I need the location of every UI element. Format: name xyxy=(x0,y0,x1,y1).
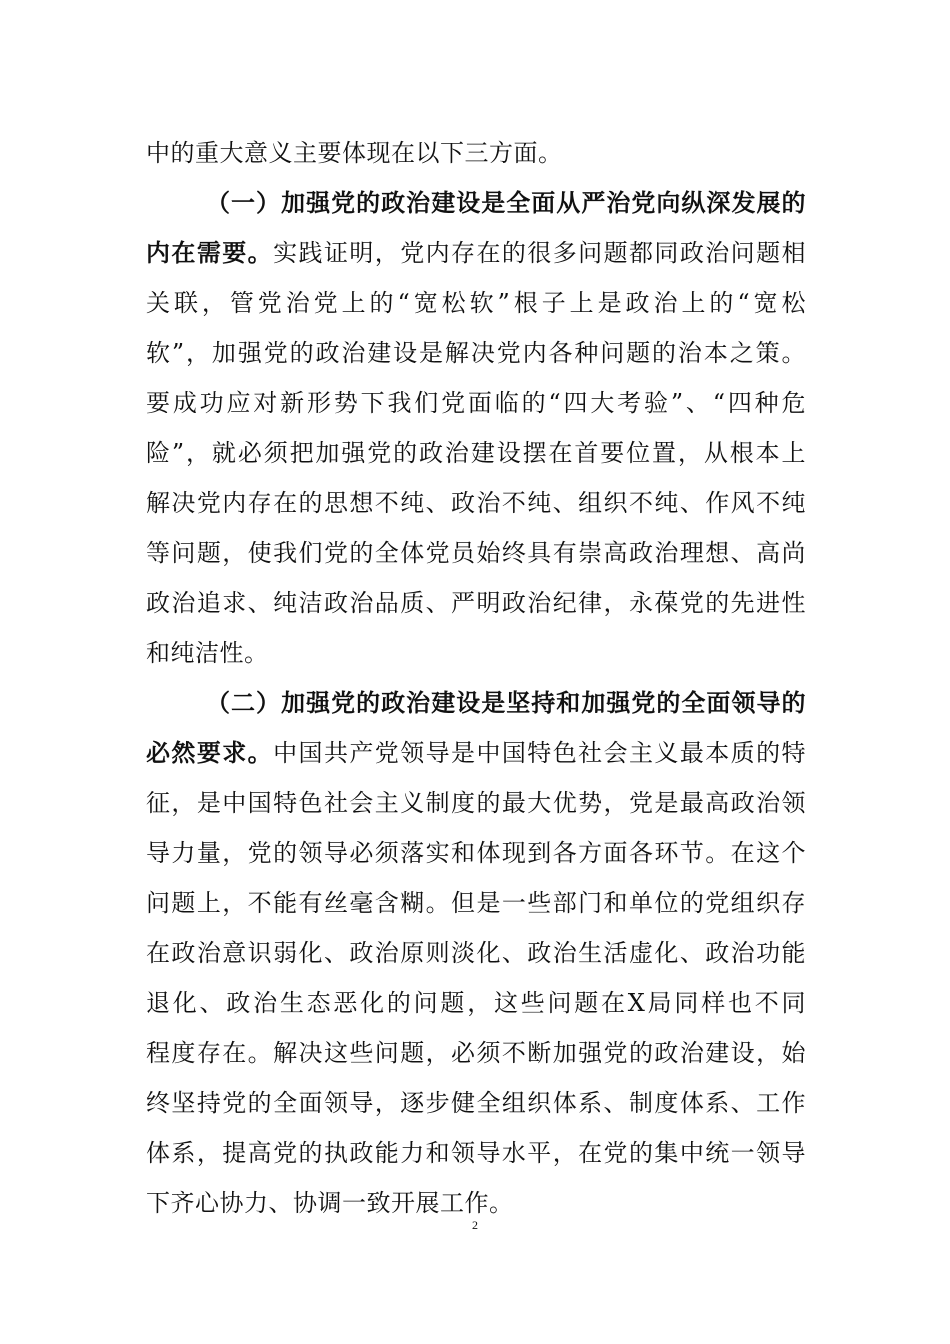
line-text: 退化、政治生态恶化的问题，这些问题在X局同样也不同 xyxy=(146,989,806,1017)
line-text: 和纯洁性。 xyxy=(146,639,269,667)
text-line xyxy=(146,478,806,528)
line-text: 软”，加强党的政治建设是解决党内各种问题的治本之策。 xyxy=(146,339,806,367)
text-line xyxy=(146,1128,806,1178)
line-text: 关联，管党治党上的“宽松软”根子上是政治上的“宽松 xyxy=(146,289,806,317)
text-line xyxy=(146,378,806,428)
text-line xyxy=(146,278,806,328)
bold-heading-text: （二）加强党的政治建设是坚持和加强党的全面领导的 xyxy=(206,688,806,717)
page-number: 2 xyxy=(472,1218,478,1232)
text-line xyxy=(146,328,806,378)
line-text: 实践证明，党内存在的很多问题都同政治问题相 xyxy=(273,239,807,267)
text-line xyxy=(146,628,806,678)
text-line xyxy=(146,228,806,278)
text-line xyxy=(146,678,806,728)
line-text: 征，是中国特色社会主义制度的最大优势，党是最高政治领 xyxy=(146,789,806,817)
line-text: 问题上，不能有丝毫含糊。但是一些部门和单位的党组织存 xyxy=(146,889,806,917)
line-text: 终坚持党的全面领导，逐步健全组织体系、制度体系、工作 xyxy=(146,1089,806,1117)
text-line xyxy=(146,528,806,578)
line-text: 中国共产党领导是中国特色社会主义最本质的特 xyxy=(273,739,807,767)
text-line xyxy=(146,178,806,228)
bold-heading-text: 必然要求。 xyxy=(146,738,274,767)
text-line xyxy=(146,928,806,978)
text-line xyxy=(146,1028,806,1078)
text-line xyxy=(146,1078,806,1128)
line-text: 等问题，使我们党的全体党员始终具有崇高政治理想、高尚 xyxy=(146,539,806,567)
bold-heading-text: 内在需要。 xyxy=(146,238,274,267)
line-text: 下齐心协力、协调一致开展工作。 xyxy=(146,1189,514,1217)
bold-heading-text: （一）加强党的政治建设是全面从严治党向纵深发展的 xyxy=(206,188,806,217)
text-line xyxy=(146,128,806,178)
text-line xyxy=(146,578,806,628)
line-text: 在政治意识弱化、政治原则淡化、政治生活虚化、政治功能 xyxy=(146,939,806,967)
line-text: 中的重大意义主要体现在以下三方面。 xyxy=(146,139,563,167)
line-text: 体系，提高党的执政能力和领导水平，在党的集中统一领导 xyxy=(146,1139,806,1167)
line-text: 险”，就必须把加强党的政治建设摆在首要位置，从根本上 xyxy=(146,439,806,467)
line-text: 解决党内存在的思想不纯、政治不纯、组织不纯、作风不纯 xyxy=(146,489,806,517)
line-text: 导力量，党的领导必须落实和体现到各方面各环节。在这个 xyxy=(146,839,806,867)
text-line xyxy=(146,828,806,878)
text-line xyxy=(146,978,806,1028)
line-text: 程度存在。解决这些问题，必须不断加强党的政治建设，始 xyxy=(146,1039,806,1067)
body-text xyxy=(146,128,806,1228)
text-line xyxy=(146,428,806,478)
text-line xyxy=(146,728,806,778)
text-line xyxy=(146,878,806,928)
line-text: 政治追求、纯洁政治品质、严明政治纪律，永葆党的先进性 xyxy=(146,589,806,617)
text-line xyxy=(146,778,806,828)
line-text: 要成功应对新形势下我们党面临的“四大考验”、“四种危 xyxy=(146,389,806,417)
